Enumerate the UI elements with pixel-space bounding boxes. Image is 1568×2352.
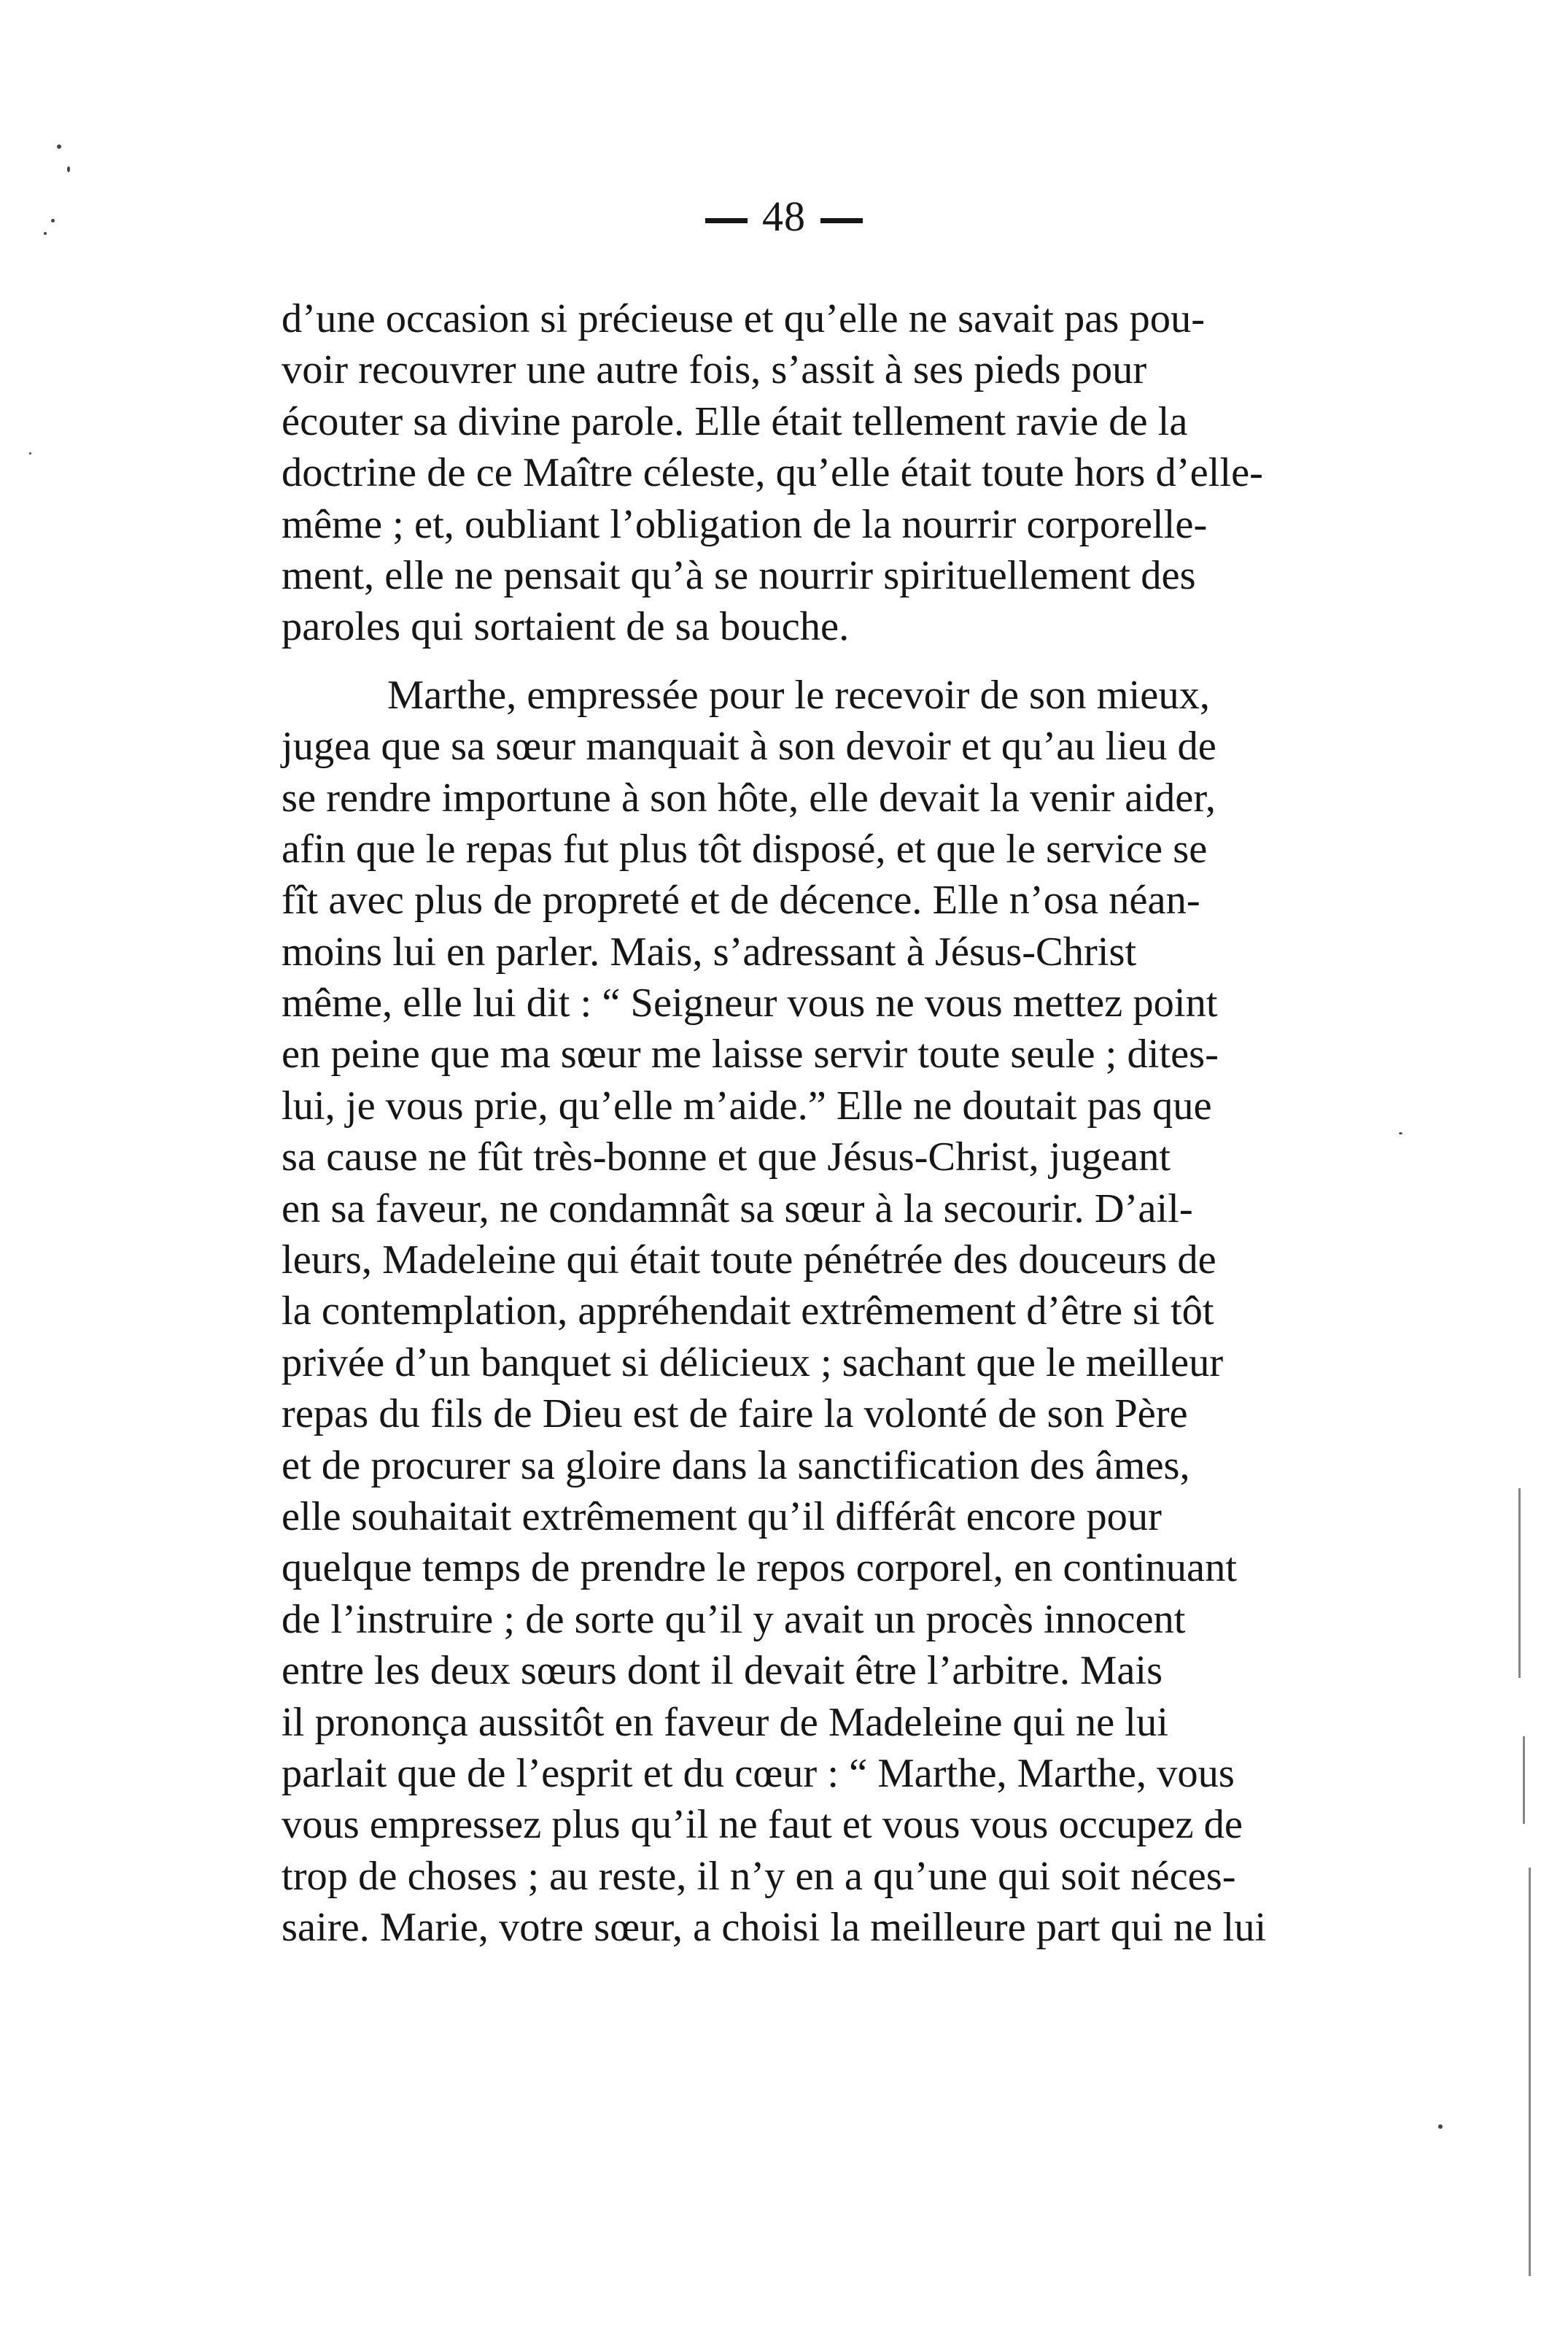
text-line: afin que le repas fut plus tôt disposé, et que le service se [282,826,1208,872]
scan-speck [44,232,47,235]
page-number: 48 [762,193,806,240]
text-line: voir recouvrer une autre fois, s’assit à ses pieds pour [282,347,1147,393]
text-line: sa cause ne fût très-bonne et que Jésus-Christ, jugeant [282,1134,1171,1180]
scan-speck [51,219,55,223]
text-line: écouter sa divine parole. Elle était tellement ravie de la [282,398,1188,444]
text-line: leurs, Madeleine qui était toute pénétrée des douceurs de [282,1237,1216,1283]
text-line: et de procurer sa gloire dans la sanctification des âmes, [282,1442,1190,1488]
text-line: fît avec plus de propreté et de décence. Elle n’osa néan- [282,878,1200,924]
text-line: elle souhaitait extrêmement qu’il différât encore pour [282,1493,1162,1539]
text-line: lui, je vous prie, qu’elle m’aide.” Elle ne doutait pas que [282,1083,1212,1129]
page-edge-mark [1518,1488,1521,1678]
page-edge-mark [1523,1736,1525,1824]
text-line: la contemplation, appréhendait extrêmement d’être si tôt [282,1288,1214,1334]
scan-speck [57,144,61,149]
text-line: moins lui en parler. Mais, s’adressant à Jésus-Christ [282,929,1137,975]
text-line: saire. Marie, votre sœur, a choisi la meilleure part qui ne lui [282,1905,1267,1951]
text-line: de l’instruire ; de sorte qu’il y avait un procès innocent [282,1596,1186,1642]
text-line: parlait que de l’esprit et du cœur : “ Marthe, Marthe, vous [282,1750,1235,1796]
text-line: d’une occasion si précieuse et qu’elle ne savait pas pou- [282,296,1206,341]
text-line: il prononça aussitôt en faveur de Madeleine qui ne lui [282,1699,1168,1745]
page-number-header [0,191,1568,242]
scan-speck [1438,2124,1443,2129]
page-edge-mark [1529,1868,1531,2276]
scan-speck [1399,1132,1402,1134]
text-line: même, elle lui dit : “ Seigneur vous ne vous mettez point [282,980,1218,1026]
text-line: doctrine de ce Maître céleste, qu’elle était toute hors d’elle- [282,450,1263,496]
paragraph [282,293,1339,653]
text-line: en peine que ma sœur me laisse servir toute seule ; dites- [282,1032,1219,1078]
text-line: privée d’un banquet si délicieux ; sachant que le meilleur [282,1339,1224,1385]
text-line: repas du fils de Dieu est de faire la volonté de son Père [282,1391,1188,1437]
scan-speck [29,452,31,454]
text-line: trop de choses ; au reste, il n’y en a qu’une qui soit néces- [282,1853,1236,1899]
text-line: même ; et, oubliant l’obligation de la nourrir corporelle- [282,501,1208,547]
text-line: ment, elle ne pensait qu’à se nourrir spirituellement des [282,552,1196,598]
text-line: Marthe, empressée pour le recevoir de son mieux, [387,672,1211,718]
paragraph [282,670,1339,1954]
text-line: paroles qui sortaient de sa bouche. [282,604,850,650]
text-line: se rendre importune à son hôte, elle devait la venir aider, [282,775,1216,821]
text-line: quelque temps de prendre le repos corporel, en continuant [282,1545,1238,1591]
text-line: vous empressez plus qu’il ne faut et vous vous occupez de [282,1802,1243,1848]
text-line: jugea que sa sœur manquait à son devoir et qu’au lieu de [282,724,1216,770]
right-dash-ornament [820,218,863,223]
text-line: en sa faveur, ne condamnât sa sœur à la secourir. D’ail- [282,1185,1193,1231]
left-dash-ornament [705,218,748,223]
scan-speck [67,166,70,172]
paragraph-gap [282,653,1339,670]
text-line: entre les deux sœurs dont il devait être l’arbitre. Mais [282,1648,1163,1694]
body-text [282,293,1339,1954]
